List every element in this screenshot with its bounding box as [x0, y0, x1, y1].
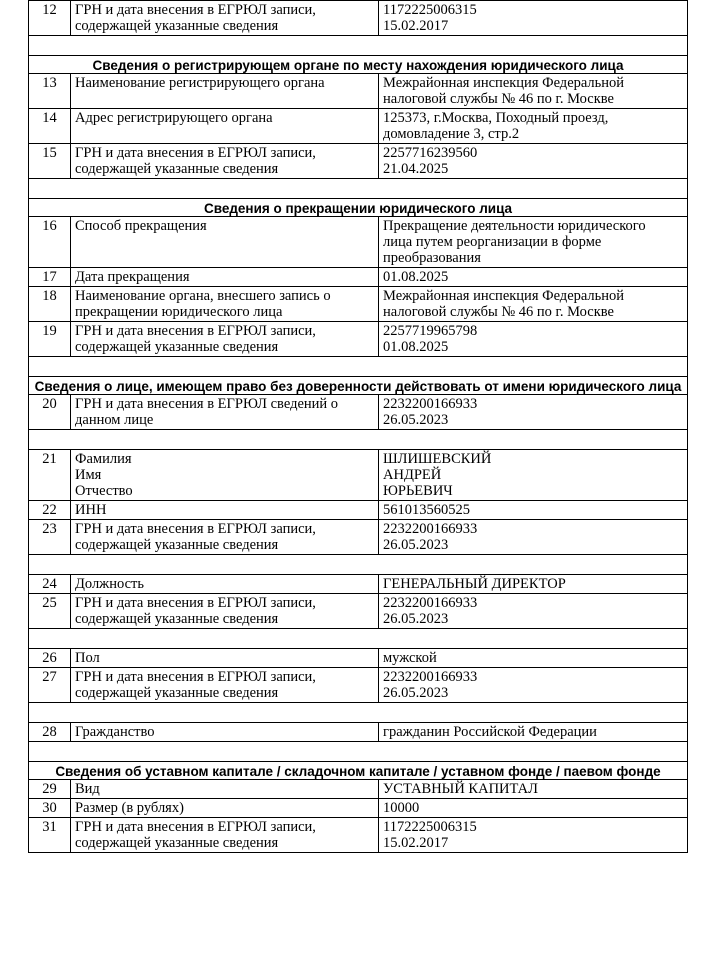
- field-value-cell: [379, 109, 688, 144]
- spacer-cell: [29, 357, 688, 377]
- spacer-row: [29, 703, 688, 723]
- data-row: [29, 594, 688, 629]
- field-value: 10000: [383, 800, 420, 816]
- field-value: 2257719965798: [383, 323, 478, 339]
- field-value-cell: [379, 799, 688, 818]
- field-value: АНДРЕЙ: [383, 467, 442, 483]
- field-value: ЮРЬЕВИЧ: [383, 483, 453, 499]
- field-value-cell: [379, 395, 688, 430]
- field-label: ГРН и дата внесения в ЕГРЮЛ записи,: [75, 323, 316, 339]
- spacer-cell: [29, 703, 688, 723]
- field-value-cell: [379, 818, 688, 853]
- section-header-row: [29, 377, 688, 395]
- field-value: 2232200166933: [383, 521, 478, 537]
- field-label: Должность: [75, 576, 144, 592]
- field-label: ГРН и дата внесения в ЕГРЮЛ записи,: [75, 521, 316, 537]
- row-number: 25: [29, 594, 71, 629]
- field-label: Адрес регистрирующего органа: [75, 110, 273, 126]
- row-number: 17: [29, 268, 71, 287]
- data-row: [29, 268, 688, 287]
- field-value: 01.08.2025: [383, 339, 449, 355]
- field-value: 1172225006315: [383, 819, 477, 835]
- spacer-row: [29, 357, 688, 377]
- field-label-cell: [71, 322, 379, 357]
- field-label: содержащей указанные сведения: [75, 537, 279, 553]
- field-value-cell: [379, 217, 688, 268]
- field-label: данном лице: [75, 412, 154, 428]
- data-row: [29, 668, 688, 703]
- field-label-cell: [71, 501, 379, 520]
- field-label: Имя: [75, 467, 102, 483]
- field-label-cell: [71, 217, 379, 268]
- field-value-cell: [379, 575, 688, 594]
- data-row: [29, 723, 688, 742]
- spacer-cell: [29, 555, 688, 575]
- egrul-extract-page: [28, 0, 687, 853]
- data-row: [29, 287, 688, 322]
- field-label: содержащей указанные сведения: [75, 161, 279, 177]
- data-row: [29, 395, 688, 430]
- data-row: [29, 649, 688, 668]
- egrul-extract-table: [28, 0, 688, 853]
- row-number: 24: [29, 575, 71, 594]
- field-value: 2232200166933: [383, 396, 478, 412]
- field-value-cell: [379, 501, 688, 520]
- field-value: УСТАВНЫЙ КАПИТАЛ: [383, 781, 538, 797]
- field-label: ГРН и дата внесения в ЕГРЮЛ записи,: [75, 669, 316, 685]
- field-label: ГРН и дата внесения в ЕГРЮЛ записи,: [75, 819, 316, 835]
- data-row: [29, 74, 688, 109]
- field-label: Способ прекращения: [75, 218, 207, 234]
- field-value-cell: [379, 780, 688, 799]
- row-number: 23: [29, 520, 71, 555]
- field-label-cell: [71, 818, 379, 853]
- field-label-cell: [71, 144, 379, 179]
- field-label-cell: [71, 649, 379, 668]
- field-value: 125373, г.Москва, Походный проезд,: [383, 110, 609, 126]
- section-header-row: [29, 56, 688, 74]
- field-label: ГРН и дата внесения в ЕГРЮЛ записи,: [75, 2, 316, 18]
- field-value: Прекращение деятельности юридического: [383, 218, 646, 234]
- field-label-cell: [71, 450, 379, 501]
- section-title: Сведения об уставном капитале / складочном капитале / уставном фонде / паевом фонде: [29, 762, 688, 780]
- field-label-cell: [71, 1, 379, 36]
- field-value: Межрайонная инспекция Федеральной: [383, 75, 625, 91]
- field-value: мужской: [383, 650, 437, 666]
- field-label: содержащей указанные сведения: [75, 18, 279, 34]
- spacer-row: [29, 629, 688, 649]
- row-number: 30: [29, 799, 71, 818]
- field-value: 26.05.2023: [383, 412, 449, 428]
- field-value: 15.02.2017: [383, 835, 449, 851]
- field-value: преобразования: [383, 250, 481, 266]
- field-value: 1172225006315: [383, 2, 477, 18]
- field-label: содержащей указанные сведения: [75, 611, 279, 627]
- field-value: 15.02.2017: [383, 18, 449, 34]
- field-label: ГРН и дата внесения в ЕГРЮЛ сведений о: [75, 396, 339, 412]
- field-value-cell: [379, 594, 688, 629]
- field-label: Фамилия: [75, 451, 132, 467]
- field-value-cell: [379, 520, 688, 555]
- field-value-cell: [379, 450, 688, 501]
- field-value: ШЛИШЕВСКИЙ: [383, 451, 492, 467]
- field-label-cell: [71, 109, 379, 144]
- field-value-cell: [379, 1, 688, 36]
- field-value: 561013560525: [383, 502, 470, 518]
- field-label: Дата прекращения: [75, 269, 190, 285]
- spacer-cell: [29, 36, 688, 56]
- field-label-cell: [71, 287, 379, 322]
- data-row: [29, 144, 688, 179]
- data-row: [29, 520, 688, 555]
- row-number: 15: [29, 144, 71, 179]
- row-number: 28: [29, 723, 71, 742]
- spacer-row: [29, 36, 688, 56]
- field-value: 21.04.2025: [383, 161, 449, 177]
- field-value: налоговой службы № 46 по г. Москве: [383, 304, 614, 320]
- field-value: налоговой службы № 46 по г. Москве: [383, 91, 614, 107]
- spacer-cell: [29, 179, 688, 199]
- field-value-cell: [379, 649, 688, 668]
- data-row: [29, 1, 688, 36]
- field-value-cell: [379, 268, 688, 287]
- field-value-cell: [379, 287, 688, 322]
- field-label: Размер (в рублях): [75, 800, 184, 816]
- row-number: 16: [29, 217, 71, 268]
- row-number: 26: [29, 649, 71, 668]
- field-label-cell: [71, 520, 379, 555]
- field-label: Наименование регистрирующего органа: [75, 75, 325, 91]
- data-row: [29, 322, 688, 357]
- field-value-cell: [379, 723, 688, 742]
- row-number: 18: [29, 287, 71, 322]
- field-label-cell: [71, 668, 379, 703]
- field-value: гражданин Российской Федерации: [383, 724, 597, 740]
- field-label: ГРН и дата внесения в ЕГРЮЛ записи,: [75, 145, 316, 161]
- row-number: 12: [29, 1, 71, 36]
- spacer-row: [29, 742, 688, 762]
- row-number: 29: [29, 780, 71, 799]
- field-label-cell: [71, 799, 379, 818]
- field-label-cell: [71, 268, 379, 287]
- section-header-row: [29, 762, 688, 780]
- extract-table-body: [29, 1, 688, 853]
- spacer-row: [29, 430, 688, 450]
- field-value: 01.08.2025: [383, 269, 449, 285]
- data-row: [29, 818, 688, 853]
- field-label-cell: [71, 780, 379, 799]
- row-number: 21: [29, 450, 71, 501]
- data-row: [29, 109, 688, 144]
- row-number: 14: [29, 109, 71, 144]
- field-value-cell: [379, 144, 688, 179]
- field-label-cell: [71, 395, 379, 430]
- field-value-cell: [379, 322, 688, 357]
- field-label-cell: [71, 74, 379, 109]
- section-title: Сведения о прекращении юридического лица: [29, 199, 688, 217]
- row-number: 31: [29, 818, 71, 853]
- field-value: 26.05.2023: [383, 611, 449, 627]
- data-row: [29, 780, 688, 799]
- row-number: 27: [29, 668, 71, 703]
- row-number: 13: [29, 74, 71, 109]
- row-number: 20: [29, 395, 71, 430]
- section-header-row: [29, 199, 688, 217]
- field-value: Межрайонная инспекция Федеральной: [383, 288, 625, 304]
- row-number: 22: [29, 501, 71, 520]
- field-value: 2232200166933: [383, 669, 478, 685]
- field-value: 2232200166933: [383, 595, 478, 611]
- field-label-cell: [71, 723, 379, 742]
- field-label: содержащей указанные сведения: [75, 339, 279, 355]
- field-label: прекращении юридического лица: [75, 304, 283, 320]
- spacer-cell: [29, 430, 688, 450]
- field-label: содержащей указанные сведения: [75, 685, 279, 701]
- field-label: ИНН: [75, 502, 107, 518]
- section-title: Сведения о лице, имеющем право без доверенности действовать от имени юридического лица: [29, 377, 688, 395]
- spacer-row: [29, 555, 688, 575]
- field-value: 26.05.2023: [383, 685, 449, 701]
- data-row: [29, 501, 688, 520]
- field-value: лица путем реорганизации в форме: [383, 234, 602, 250]
- field-value-cell: [379, 74, 688, 109]
- field-label: Наименование органа, внесшего запись о: [75, 288, 331, 304]
- field-value: домовладение 3, стр.2: [383, 126, 520, 142]
- field-value: ГЕНЕРАЛЬНЫЙ ДИРЕКТОР: [383, 576, 566, 592]
- field-value-cell: [379, 668, 688, 703]
- section-title: Сведения о регистрирующем органе по месту нахождения юридического лица: [29, 56, 688, 74]
- field-label: Вид: [75, 781, 100, 797]
- field-label: Гражданство: [75, 724, 155, 740]
- spacer-cell: [29, 629, 688, 649]
- spacer-row: [29, 179, 688, 199]
- field-label: Отчество: [75, 483, 133, 499]
- field-label: Пол: [75, 650, 100, 666]
- field-value: 26.05.2023: [383, 537, 449, 553]
- data-row: [29, 450, 688, 501]
- spacer-cell: [29, 742, 688, 762]
- field-value: 2257716239560: [383, 145, 478, 161]
- field-label-cell: [71, 594, 379, 629]
- field-label: ГРН и дата внесения в ЕГРЮЛ записи,: [75, 595, 316, 611]
- field-label-cell: [71, 575, 379, 594]
- row-number: 19: [29, 322, 71, 357]
- field-label: содержащей указанные сведения: [75, 835, 279, 851]
- data-row: [29, 217, 688, 268]
- data-row: [29, 799, 688, 818]
- data-row: [29, 575, 688, 594]
